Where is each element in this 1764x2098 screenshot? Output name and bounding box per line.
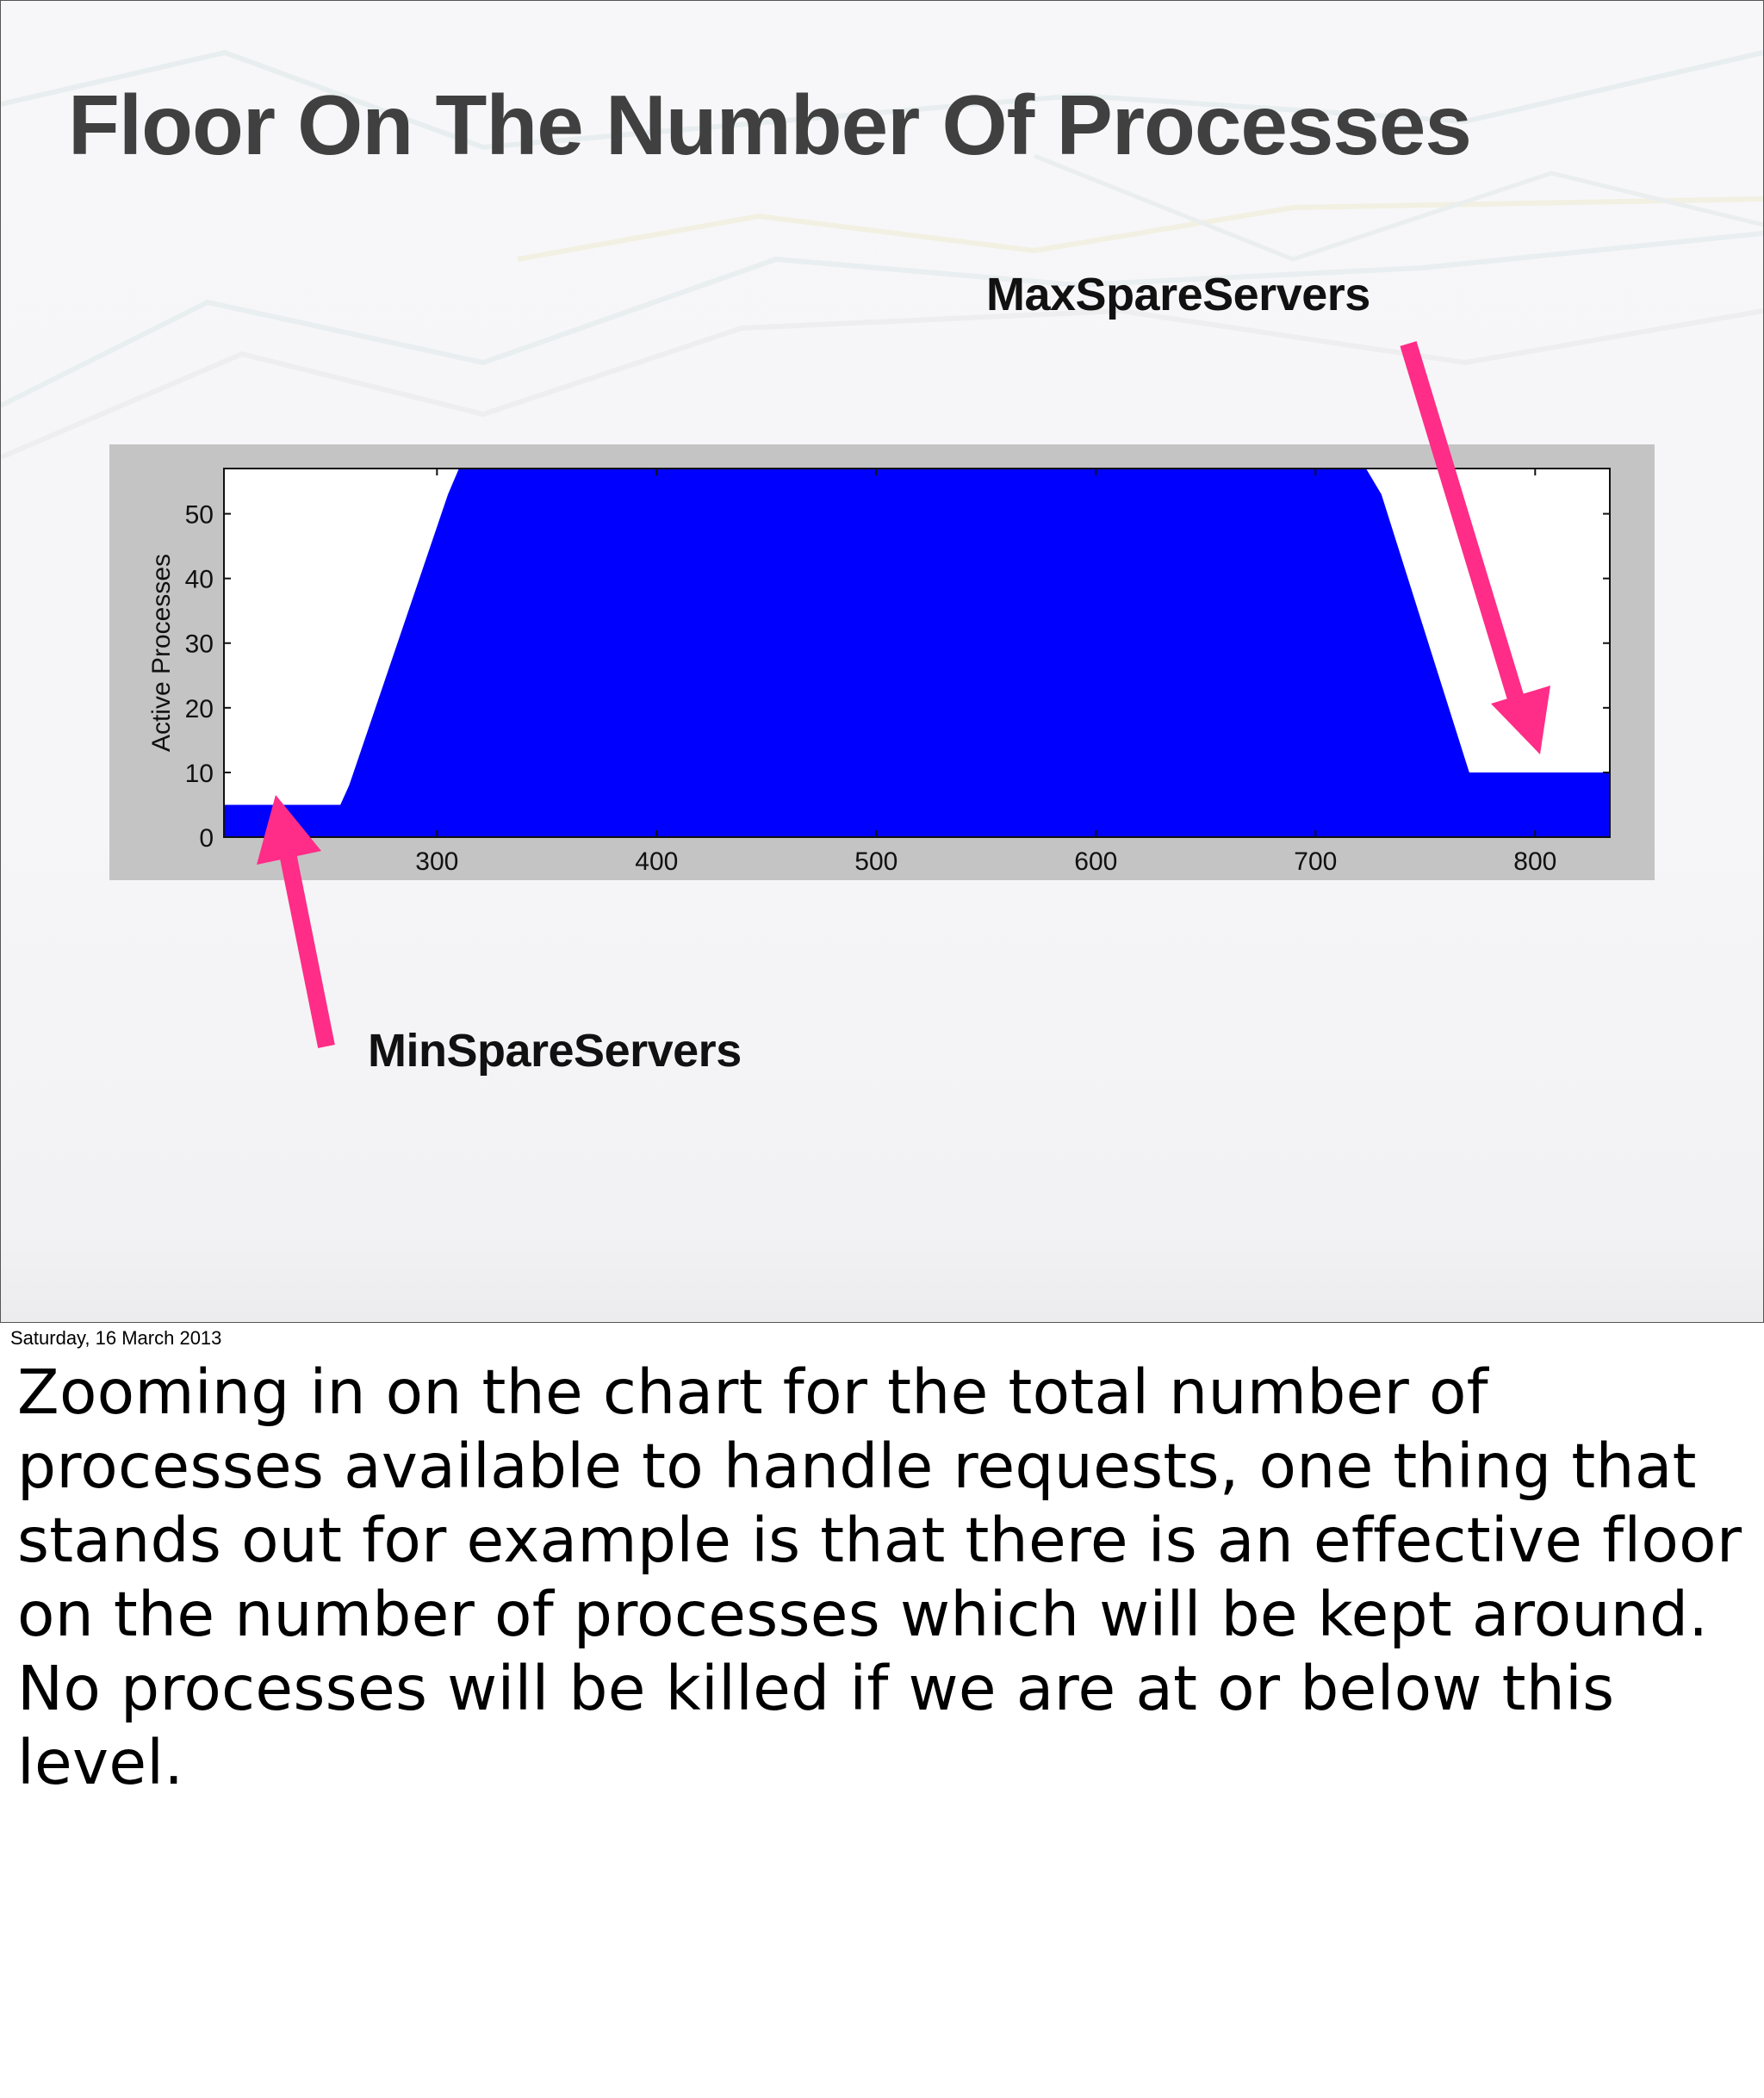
y-tick-label: 30 [184, 630, 214, 659]
x-tick-label: 600 [1074, 847, 1118, 876]
y-tick-label: 10 [184, 759, 214, 788]
y-tick-label: 50 [184, 500, 214, 530]
x-tick-label: 800 [1513, 847, 1557, 876]
annotation-min-spare-servers: MinSpareServers [368, 1025, 742, 1077]
x-tick-label: 300 [415, 847, 459, 876]
arrow-to-max-spare-servers [1408, 344, 1550, 754]
arrow-to-min-spare-servers [257, 795, 326, 1046]
slide-title: Floor On The Number Of Processes [68, 78, 1471, 172]
annotation-max-spare-servers: MaxSpareServers [986, 269, 1370, 320]
x-tick-label: 400 [635, 847, 679, 876]
annotation-arrows [1, 1, 1763, 1322]
y-tick-label: 20 [184, 694, 214, 723]
y-axis-label: Active Processes [147, 553, 176, 753]
x-tick-label: 500 [854, 847, 898, 876]
y-tick-label: 40 [184, 565, 214, 594]
x-tick-label: 700 [1294, 847, 1338, 876]
presenter-notes: Zooming in on the chart for the total number of processes available to handle requests, one thing that stands out for example is that there is an effective floor on the number of processes which will be kept around. No processes will be killed if we are at or below this level. [17, 1356, 1742, 1798]
footer-date: Saturday, 16 March 2013 [10, 1327, 222, 1349]
y-tick-label: 0 [199, 824, 214, 853]
